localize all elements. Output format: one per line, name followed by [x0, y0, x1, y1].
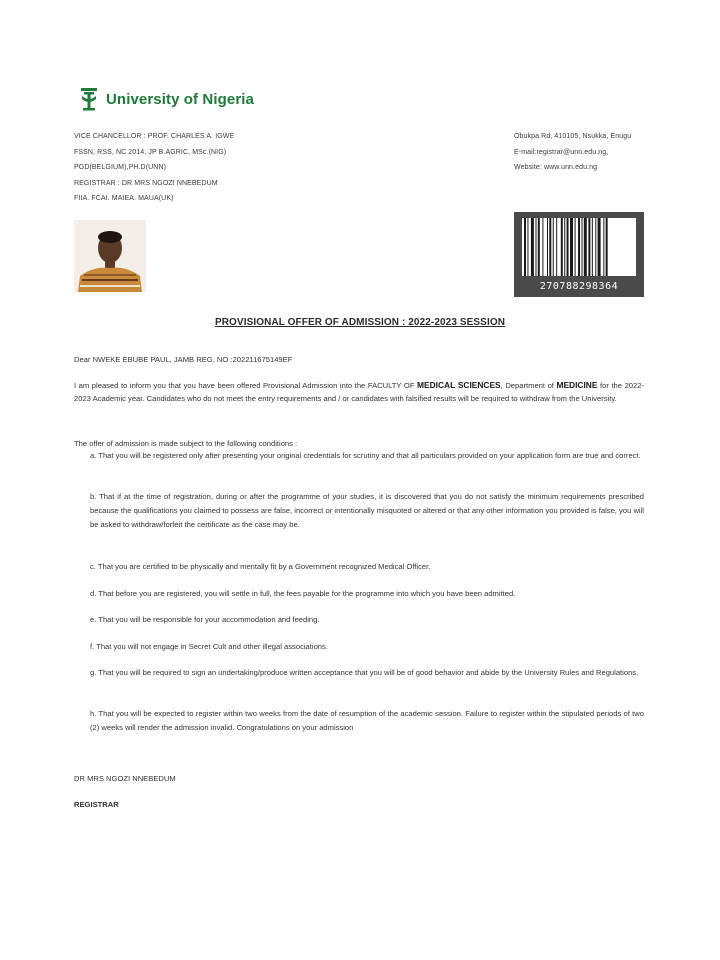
condition-item: f. That you will not engage in Secret Cult and other illegal associations. [90, 642, 328, 651]
conditions-lead: The offer of admission is made subject to the following conditions : [74, 439, 298, 448]
barcode-image [522, 218, 636, 276]
condition-item: h. That you will be expected to register within two weeks from the date of resumption of the academic session. Failure to register within the stipulated periods of two (2) weeks will render the admission invalid. Congratulations on your admission [90, 709, 644, 733]
officer-line: VICE CHANCELLOR : PROF. CHARLES A. IGWE [74, 133, 235, 140]
officer-line: PGD(BELGIUM),PH.D(UNN) [74, 164, 167, 171]
intro-paragraph [74, 379, 644, 405]
intro-text: for the 2022-2023 Academic year. Candidates who do not meet the entry requirements and / or candidates with falsified results will be required to withdraw from the University. [74, 381, 644, 404]
letter-title: PROVISIONAL OFFER OF ADMISSION : 2022-2023 SESSION [214, 317, 506, 328]
barcode [514, 212, 644, 297]
salutation: Dear NWEKE EBUBE PAUL, JAMB REG. NO :202211675149EF [74, 355, 293, 364]
intro-text: I am pleased to inform you that you have been offered Provisional Admission into the FACULTY OF [74, 381, 418, 390]
condition-item: c. That you are certified to be physically and mentally fit by a Government recognized Medical Officer. [90, 562, 431, 571]
condition-item: e. That you will be responsible for your accommodation and feeding. [90, 615, 320, 624]
candidate-portrait-image [74, 220, 146, 292]
condition-item: g. That you will be required to sign an undertaking/produce written acceptance that you will be of good behavior and abide by the University Rules and Regulations. [90, 668, 639, 677]
signee-name: DR MRS NGOZI NNEBEDUM [74, 774, 176, 783]
intro-text: , Department of [500, 381, 557, 390]
university-name: University of Nigeria [106, 90, 254, 108]
website-line: Website: www.unn.edu.ng [514, 164, 598, 171]
condition-item: d. That before you are registered, you will settle in full, the fees payable for the programme into which you have been admitted. [90, 589, 516, 598]
condition-item: a. That you will be registered only after presenting your original credentials for scrutiny and that all particulars provided on your application form are true and correct. [90, 451, 641, 460]
officers-block [74, 129, 234, 207]
condition-item: b. That if at the time of registration, during or after the programme of your studies, it is discovered that you do not satisfy the minimum requirements prescribed because the qualifications you claimed to possess are false, incorrect or intentionally misquoted or altered or that any other information you provided is false, you will be asked to withdraw/forfeit the certificate as the case may be. [90, 492, 644, 530]
candidate-photo [74, 220, 146, 292]
officer-line: FSSN, RSS, NC 2014, JP B.AGRIC, MSc.(NIG) [74, 148, 227, 156]
department-name: MEDICINE [556, 380, 598, 390]
officer-line: FIIA. FCAI. MAIEA. MAUA(UK) [74, 195, 174, 202]
university-crest-icon [78, 86, 100, 112]
university-logo [78, 86, 254, 112]
email-line: E-mail:registrar@unn.edu.ng, [514, 148, 609, 156]
signee-title: REGISTRAR [74, 800, 119, 809]
address-block [514, 129, 631, 176]
officer-line: REGISTRAR : DR MRS NGOZI NNEBEDUM [74, 179, 218, 187]
address-line: Obukpa Rd, 410105, Nsukka, Enugu [514, 133, 632, 140]
faculty-name: MEDICAL SCIENCES [417, 380, 501, 390]
barcode-number: 270788298364 [539, 281, 619, 292]
